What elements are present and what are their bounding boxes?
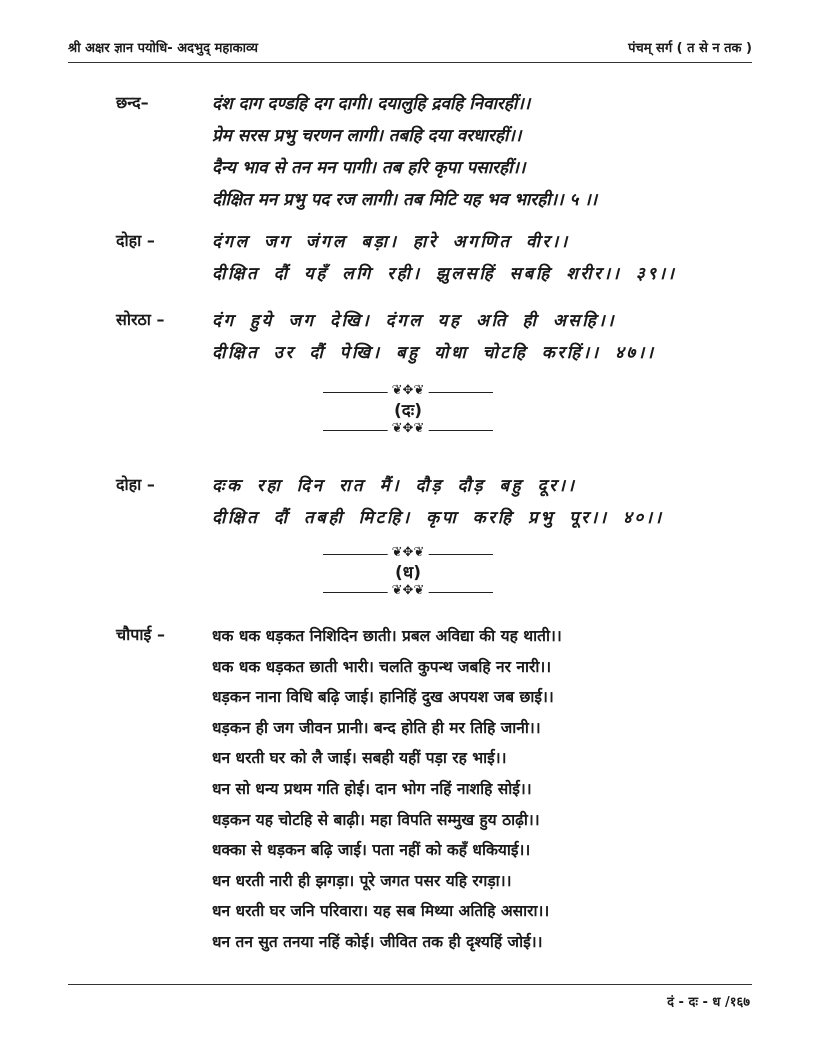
footer-rule xyxy=(68,984,752,985)
chaupai-verse xyxy=(212,621,712,958)
verse-line: दंगल जग जंगल बड़ा। हारे अगणित वीर।। xyxy=(212,232,570,252)
chhand-label: छन्द– xyxy=(116,93,149,112)
section-divider-da xyxy=(0,383,816,436)
verse-line: धड़कन ही जग जीवन प्रानी। बन्द होति ही मर तिहि जानी।। xyxy=(212,718,541,737)
divider-title: (ध) xyxy=(395,563,421,583)
verse-line: दैन्य भाव से तन मन पागी। तब हरि कृपा पसारहीं।। xyxy=(212,158,526,178)
verse-line: दीक्षित उर दौं पेखि। बहु योधा चोटहि करहिं।। ४७।। xyxy=(212,343,656,363)
doha-verse xyxy=(212,470,712,534)
verse-line: प्रेम सरस प्रभु चरणन लागी। तबहि दया वरधारहीं।। xyxy=(212,126,522,146)
ornament-top: ❦✥❦ xyxy=(323,548,493,560)
chhand-verse xyxy=(212,88,712,216)
verse-line: दंग हुये जग देखि। दंगल यह अति ही असहि।। xyxy=(212,311,617,331)
soratha-verse xyxy=(212,305,712,369)
verse-line: धन धरती घर जनि परिवारा। यह सब मिथ्या अतिहि असारा।। xyxy=(212,902,550,921)
verse-line: धन धरती घर को लै जाई। सबही यहीं पड़ा रह भाई।। xyxy=(212,749,507,768)
running-header xyxy=(68,38,752,56)
header-chapter: पंचम् सर्ग ( त से न तक ) xyxy=(628,41,752,56)
page-number: दं - दः - ध /१६७ xyxy=(667,995,750,1010)
verse-line: दंश दाग दण्डहि दग दागी। दयालुहि द्रवहि निवारहीं।। xyxy=(212,94,531,114)
verse-line: दीक्षित मन प्रभु पद रज लागी। तब मिटि यह भव भारही।। ५ ।। xyxy=(212,190,598,210)
verse-line: दःक रहा दिन रात मैं। दौड़ दौड़ बहु दूर।। xyxy=(212,476,577,496)
header-rule xyxy=(68,62,752,63)
verse-line: धन तन सुत तनया नहिं कोई। जीवित तक ही दृश्यहिं जोई।। xyxy=(212,932,543,951)
doha-verse xyxy=(212,226,712,290)
ornament-bottom: ❦✥❦ xyxy=(323,586,493,598)
verse-line: धक्का से धड़कन बढ़ि जाई। पता नहीं को कहँ धकियाई।। xyxy=(212,841,531,860)
verse-line: धड़कन यह चोटहि से बाढ़ी। महा विपति सम्मुख हुय ठाढ़ी।। xyxy=(212,810,540,829)
section-divider-dha xyxy=(0,545,816,598)
header-book-title: श्री अक्षर ज्ञान पयोधि- अदभुद् महाकाव्य xyxy=(68,41,258,56)
verse-line: धड़कन नाना विधि बढ़ि जाई। हानिहिं दुख अपयश जब छाई।। xyxy=(212,688,554,707)
divider-title: (दः) xyxy=(393,401,422,421)
verse-line: धन सो धन्य प्रथम गति होई। दान भोग नहिं नाशहि सोई।। xyxy=(212,779,532,798)
verse-line: धक धक धड़कत निशिदिन छाती। प्रबल अविद्या की यह थाती।। xyxy=(212,627,562,645)
ornament-bottom: ❦✥❦ xyxy=(323,424,493,436)
chaupai-label: चौपाई – xyxy=(116,625,165,644)
doha-label: दोहा – xyxy=(116,231,155,250)
soratha-label: सोरठा – xyxy=(116,310,165,329)
verse-line: दीक्षित दौं तबही मिटहि। कृपा करहि प्रभु पूर।। ४०।। xyxy=(212,508,664,528)
doha-label: दोहा – xyxy=(116,475,155,494)
verse-line: दीक्षित दौं यहँ लगि रही। झुलसहिं सबहि शरीर।। ३९।। xyxy=(212,264,677,284)
ornament-top: ❦✥❦ xyxy=(323,386,493,398)
verse-line: धक धक धड़कत छाती भारी। चलति कुपन्थ जबहि नर नारी।। xyxy=(212,657,552,676)
verse-line: धन धरती नारी ही झगड़ा। पूरे जगत पसर यहि रगड़ा।। xyxy=(212,871,512,890)
